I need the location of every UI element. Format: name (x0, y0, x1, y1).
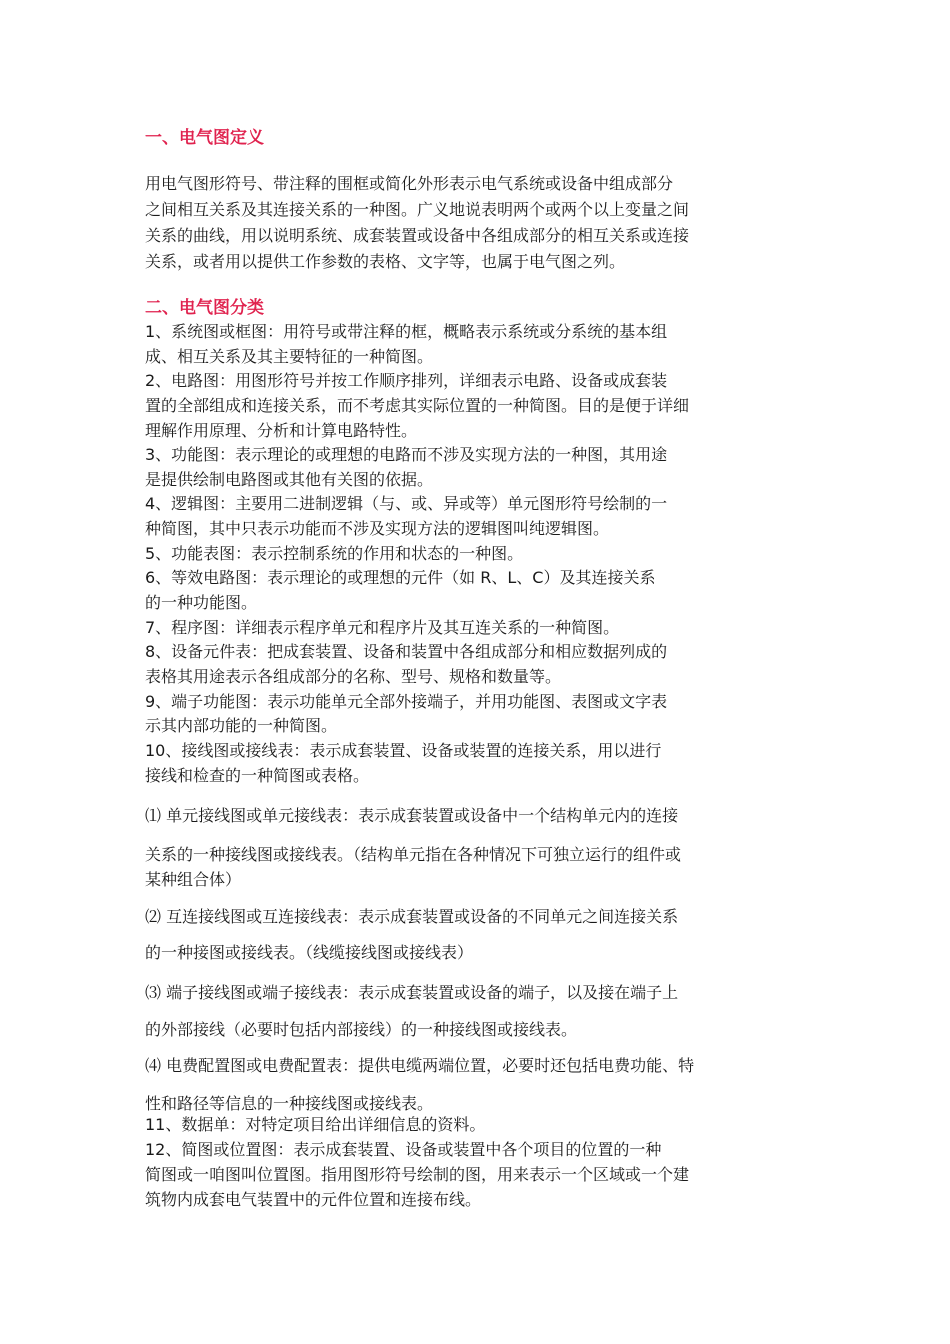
text-line: 关系的曲线，用以说明系统、成套装置或设备中各组成部分的相互关系或连接 (145, 226, 690, 245)
text-line: 简图或一咱图叫位置图。指用图形符号绘制的图，用来表示一个区域或一个建 (145, 1165, 690, 1184)
text-line: 用电气图形符号、带注释的围框或简化外形表示电气系统或设备中组成部分 (145, 174, 674, 193)
text-line: 种简图，其中只表示功能而不涉及实现方法的逻辑图叫纯逻辑图。 (145, 519, 610, 538)
text-line: 的一种功能图。 (145, 593, 258, 612)
text-line: 关系的一种接线图或接线表。（结构单元指在各种情况下可独立运行的组件或 (145, 845, 682, 864)
text-line: 接线和检查的一种简图或表格。 (145, 766, 370, 785)
text-line: 的一种接图或接线表。（线缆接线图或接线表） (145, 943, 474, 962)
text-line: 表格其用途表示各组成部分的名称、型号、规格和数量等。 (145, 667, 562, 686)
text-line: 成、相互关系及其主要特征的一种简图。 (145, 347, 434, 366)
section-heading-classification: 二、电气图分类 (145, 298, 264, 318)
text-line: 12、简图或位置图：表示成套装置、设备或装置中各个项目的位置的一种 (145, 1140, 662, 1159)
text-line: 示其内部功能的一种简图。 (145, 716, 338, 735)
text-line: 4、逻辑图：主要用二进制逻辑（与、或、异或等）单元图形符号绘制的一 (145, 494, 668, 513)
text-line: 7、程序图：详细表示程序单元和程序片及其互连关系的一种简图。 (145, 618, 620, 637)
text-line: 9、端子功能图：表示功能单元全部外接端子，并用功能图、表图或文字表 (145, 692, 668, 711)
text-line: 关系，或者用以提供工作参数的表格、文字等，也属于电气图之列。 (145, 252, 626, 271)
text-line: 之间相互关系及其连接关系的一种图。广义地说表明两个或两个以上变量之间 (145, 200, 690, 219)
text-line: ⑷ 电费配置图或电费配置表：提供电缆两端位置，必要时还包括电费功能、特 (145, 1056, 695, 1075)
text-line: 2、电路图：用图形符号并按工作顺序排列，详细表示电路、设备或成套装 (145, 371, 668, 390)
text-line: 某种组合体） (145, 870, 242, 889)
text-line: ⑶ 端子接线图或端子接线表：表示成套装置或设备的端子，以及接在端子上 (145, 983, 679, 1002)
text-line: 6、等效电路图：表示理论的或理想的元件（如 R、L、C）及其连接关系 (145, 568, 656, 587)
text-line: ⑴ 单元接线图或单元接线表：表示成套装置或设备中一个结构单元内的连接 (145, 806, 679, 825)
text-line: 1、系统图或框图：用符号或带注释的框，概略表示系统或分系统的基本组 (145, 322, 668, 341)
text-line: 理解作用原理、分析和计算电路特性。 (145, 421, 418, 440)
text-line: 8、设备元件表：把成套装置、设备和装置中各组成部分和相应数据列成的 (145, 642, 668, 661)
text-line: 10、接线图或接线表：表示成套装置、设备或装置的连接关系，用以进行 (145, 741, 662, 760)
text-line: 3、功能图：表示理论的或理想的电路而不涉及实现方法的一种图，其用途 (145, 445, 668, 464)
text-line: 置的全部组成和连接关系，而不考虑其实际位置的一种简图。目的是便于详细 (145, 396, 690, 415)
text-line: 筑物内成套电气装置中的元件位置和连接布线。 (145, 1190, 482, 1209)
text-line: ⑵ 互连接线图或互连接线表：表示成套装置或设备的不同单元之间连接关系 (145, 907, 679, 926)
text-line: 性和路径等信息的一种接线图或接线表。 (145, 1094, 434, 1113)
section-heading-definition: 一、电气图定义 (145, 128, 264, 148)
text-line: 的外部接线（必要时包括内部接线）的一种接线图或接线表。 (145, 1020, 578, 1039)
text-line: 11、数据单：对特定项目给出详细信息的资料。 (145, 1115, 486, 1134)
text-line: 5、功能表图：表示控制系统的作用和状态的一种图。 (145, 544, 524, 563)
text-line: 是提供绘制电路图或其他有关图的依据。 (145, 470, 434, 489)
